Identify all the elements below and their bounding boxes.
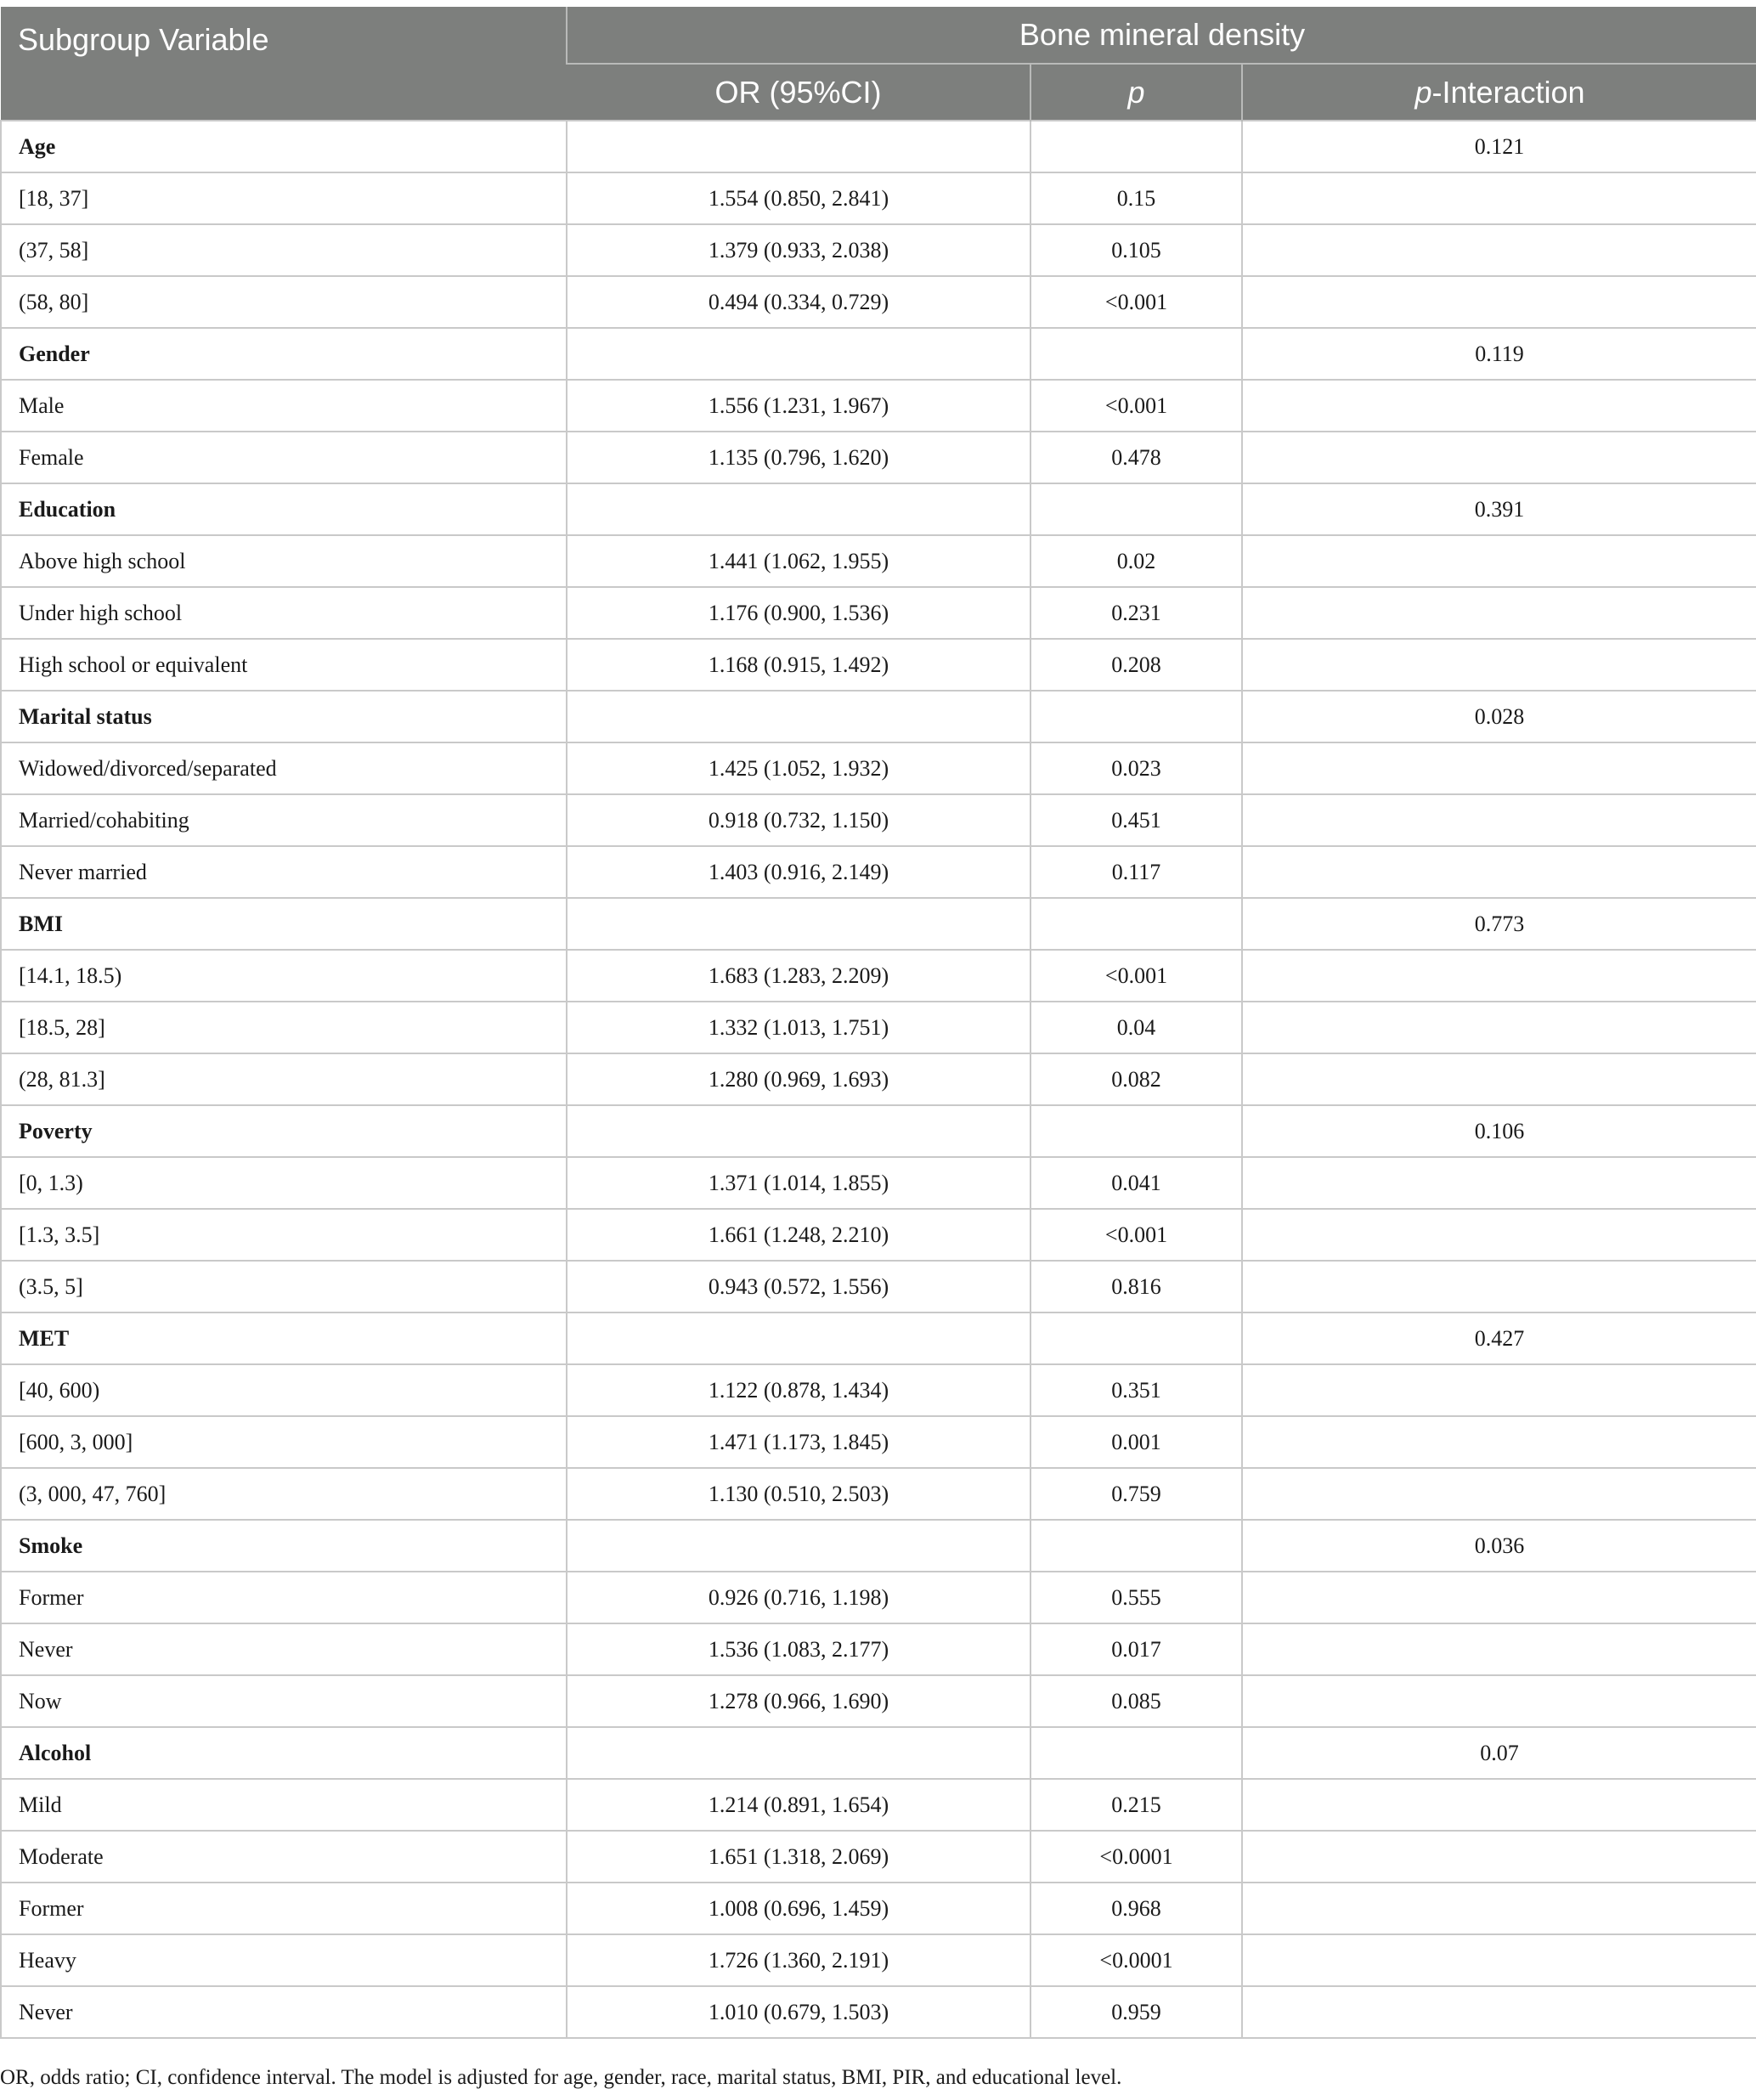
cell-subgroup: MET — [1, 1312, 567, 1364]
cell-p: 0.351 — [1030, 1364, 1242, 1416]
cell-subgroup: Under high school — [1, 587, 567, 639]
cell-or-ci: 0.943 (0.572, 1.556) — [567, 1261, 1030, 1312]
cell-p: 0.117 — [1030, 846, 1242, 898]
table-row — [1, 276, 1756, 328]
cell-p — [1030, 1312, 1242, 1364]
cell-or-ci: 1.122 (0.878, 1.434) — [567, 1364, 1030, 1416]
table-group-row — [1, 1520, 1756, 1572]
cell-subgroup: Former — [1, 1572, 567, 1623]
cell-subgroup: BMI — [1, 898, 567, 950]
cell-subgroup: Alcohol — [1, 1727, 567, 1779]
cell-p-interaction: 0.036 — [1242, 1520, 1756, 1572]
cell-or-ci: 1.135 (0.796, 1.620) — [567, 432, 1030, 483]
cell-p-interaction — [1242, 846, 1756, 898]
cell-p: 0.105 — [1030, 224, 1242, 276]
cell-p-interaction — [1242, 1934, 1756, 1986]
cell-or-ci: 1.683 (1.283, 2.209) — [567, 950, 1030, 1002]
cell-subgroup: Above high school — [1, 535, 567, 587]
cell-p: 0.15 — [1030, 172, 1242, 224]
cell-or-ci: 1.403 (0.916, 2.149) — [567, 846, 1030, 898]
cell-p-interaction: 0.773 — [1242, 898, 1756, 950]
cell-p-interaction: 0.106 — [1242, 1105, 1756, 1157]
cell-p-interaction — [1242, 1364, 1756, 1416]
cell-p-interaction: 0.391 — [1242, 483, 1756, 535]
table-row — [1, 1675, 1756, 1727]
cell-or-ci — [567, 1727, 1030, 1779]
cell-p: 0.023 — [1030, 742, 1242, 794]
table-row — [1, 432, 1756, 483]
table-row — [1, 224, 1756, 276]
cell-p: <0.0001 — [1030, 1831, 1242, 1883]
cell-subgroup: (28, 81.3] — [1, 1053, 567, 1105]
cell-subgroup: [600, 3, 000] — [1, 1416, 567, 1468]
table-group-row — [1, 1105, 1756, 1157]
cell-p: 0.02 — [1030, 535, 1242, 587]
cell-p: 0.017 — [1030, 1623, 1242, 1675]
table-row — [1, 1779, 1756, 1831]
cell-or-ci: 1.554 (0.850, 2.841) — [567, 172, 1030, 224]
cell-p: 0.968 — [1030, 1883, 1242, 1934]
table-row — [1, 172, 1756, 224]
table-row — [1, 587, 1756, 639]
cell-p-interaction — [1242, 1209, 1756, 1261]
cell-p — [1030, 1105, 1242, 1157]
cell-subgroup: Female — [1, 432, 567, 483]
cell-subgroup: (3, 000, 47, 760] — [1, 1468, 567, 1520]
table-row — [1, 1572, 1756, 1623]
table-group-row — [1, 1727, 1756, 1779]
table-group-row — [1, 328, 1756, 380]
cell-p-interaction — [1242, 1416, 1756, 1468]
cell-p-interaction — [1242, 587, 1756, 639]
cell-or-ci — [567, 1105, 1030, 1157]
cell-or-ci: 1.168 (0.915, 1.492) — [567, 639, 1030, 691]
cell-or-ci: 1.651 (1.318, 2.069) — [567, 1831, 1030, 1883]
header-p-interaction-suffix: -Interaction — [1431, 74, 1585, 110]
cell-or-ci: 1.008 (0.696, 1.459) — [567, 1883, 1030, 1934]
cell-or-ci: 1.536 (1.083, 2.177) — [567, 1623, 1030, 1675]
cell-subgroup: Heavy — [1, 1934, 567, 1986]
table-row — [1, 1002, 1756, 1053]
cell-or-ci: 1.010 (0.679, 1.503) — [567, 1986, 1030, 2038]
cell-or-ci: 1.726 (1.360, 2.191) — [567, 1934, 1030, 1986]
cell-p: 0.816 — [1030, 1261, 1242, 1312]
cell-p-interaction: 0.07 — [1242, 1727, 1756, 1779]
table-row — [1, 1468, 1756, 1520]
cell-subgroup: Never married — [1, 846, 567, 898]
cell-subgroup: [18.5, 28] — [1, 1002, 567, 1053]
table-group-row — [1, 691, 1756, 742]
cell-subgroup: Mild — [1, 1779, 567, 1831]
table-row — [1, 1157, 1756, 1209]
header-p — [1030, 64, 1242, 121]
cell-p: 0.04 — [1030, 1002, 1242, 1053]
table-row — [1, 1364, 1756, 1416]
cell-or-ci — [567, 121, 1030, 172]
cell-p: 0.041 — [1030, 1157, 1242, 1209]
cell-subgroup: Former — [1, 1883, 567, 1934]
cell-p-interaction — [1242, 1572, 1756, 1623]
table-header — [1, 7, 1756, 121]
cell-or-ci: 1.371 (1.014, 1.855) — [567, 1157, 1030, 1209]
cell-subgroup: Moderate — [1, 1831, 567, 1883]
cell-or-ci — [567, 483, 1030, 535]
cell-p: 0.759 — [1030, 1468, 1242, 1520]
cell-or-ci: 1.214 (0.891, 1.654) — [567, 1779, 1030, 1831]
cell-p-interaction — [1242, 1623, 1756, 1675]
cell-p: 0.215 — [1030, 1779, 1242, 1831]
table-row — [1, 1934, 1756, 1986]
cell-p-interaction — [1242, 1261, 1756, 1312]
cell-p-interaction — [1242, 380, 1756, 432]
table-group-row — [1, 121, 1756, 172]
cell-or-ci — [567, 1520, 1030, 1572]
header-bone-mineral-density: Bone mineral density — [567, 7, 1756, 64]
cell-subgroup: [18, 37] — [1, 172, 567, 224]
cell-subgroup: Age — [1, 121, 567, 172]
cell-p: 0.001 — [1030, 1416, 1242, 1468]
cell-p: 0.231 — [1030, 587, 1242, 639]
cell-or-ci: 1.278 (0.966, 1.690) — [567, 1675, 1030, 1727]
table-row — [1, 846, 1756, 898]
table-row — [1, 950, 1756, 1002]
cell-p-interaction — [1242, 224, 1756, 276]
cell-subgroup: [0, 1.3) — [1, 1157, 567, 1209]
cell-subgroup: Never — [1, 1623, 567, 1675]
subgroup-table — [0, 7, 1756, 2039]
cell-p: 0.085 — [1030, 1675, 1242, 1727]
cell-p-interaction: 0.427 — [1242, 1312, 1756, 1364]
cell-p-interaction — [1242, 1053, 1756, 1105]
cell-p-interaction — [1242, 1779, 1756, 1831]
cell-subgroup: Smoke — [1, 1520, 567, 1572]
cell-p: <0.001 — [1030, 1209, 1242, 1261]
cell-p: <0.001 — [1030, 950, 1242, 1002]
cell-p — [1030, 898, 1242, 950]
cell-p: <0.001 — [1030, 380, 1242, 432]
header-p-interaction — [1242, 64, 1756, 121]
cell-or-ci: 1.425 (1.052, 1.932) — [567, 742, 1030, 794]
header-p-interaction-italic: p — [1414, 74, 1432, 110]
cell-or-ci: 1.130 (0.510, 2.503) — [567, 1468, 1030, 1520]
cell-or-ci — [567, 1312, 1030, 1364]
table-group-row — [1, 1312, 1756, 1364]
cell-subgroup: [1.3, 3.5] — [1, 1209, 567, 1261]
table-body — [1, 121, 1756, 2038]
cell-p — [1030, 483, 1242, 535]
cell-or-ci: 1.379 (0.933, 2.038) — [567, 224, 1030, 276]
table-row — [1, 1831, 1756, 1883]
cell-p-interaction — [1242, 172, 1756, 224]
cell-or-ci — [567, 328, 1030, 380]
cell-subgroup: Widowed/divorced/separated — [1, 742, 567, 794]
table-group-row — [1, 898, 1756, 950]
cell-subgroup: Married/cohabiting — [1, 794, 567, 846]
cell-subgroup: High school or equivalent — [1, 639, 567, 691]
cell-p — [1030, 1520, 1242, 1572]
cell-p-interaction — [1242, 950, 1756, 1002]
cell-subgroup: [40, 600) — [1, 1364, 567, 1416]
cell-p-interaction — [1242, 1675, 1756, 1727]
cell-subgroup: Marital status — [1, 691, 567, 742]
cell-p-interaction — [1242, 1468, 1756, 1520]
table-row — [1, 535, 1756, 587]
cell-subgroup: (37, 58] — [1, 224, 567, 276]
cell-p-interaction: 0.028 — [1242, 691, 1756, 742]
cell-p: <0.0001 — [1030, 1934, 1242, 1986]
cell-p — [1030, 121, 1242, 172]
cell-or-ci — [567, 691, 1030, 742]
cell-subgroup: (3.5, 5] — [1, 1261, 567, 1312]
table-row — [1, 1883, 1756, 1934]
header-subgroup-variable: Subgroup Variable — [1, 7, 567, 121]
cell-p-interaction — [1242, 276, 1756, 328]
cell-or-ci: 1.176 (0.900, 1.536) — [567, 587, 1030, 639]
header-or-ci: OR (95%CI) — [567, 64, 1030, 121]
header-p-italic: p — [1127, 74, 1145, 110]
table-row — [1, 639, 1756, 691]
cell-or-ci: 1.661 (1.248, 2.210) — [567, 1209, 1030, 1261]
cell-p — [1030, 1727, 1242, 1779]
table-row — [1, 1209, 1756, 1261]
cell-p: 0.208 — [1030, 639, 1242, 691]
cell-subgroup: Now — [1, 1675, 567, 1727]
table-row — [1, 1053, 1756, 1105]
cell-p-interaction — [1242, 1157, 1756, 1209]
cell-p-interaction — [1242, 535, 1756, 587]
table-row — [1, 1986, 1756, 2038]
cell-p: 0.959 — [1030, 1986, 1242, 2038]
cell-p-interaction — [1242, 639, 1756, 691]
cell-p: <0.001 — [1030, 276, 1242, 328]
cell-or-ci: 1.471 (1.173, 1.845) — [567, 1416, 1030, 1468]
cell-p: 0.451 — [1030, 794, 1242, 846]
cell-p — [1030, 691, 1242, 742]
table-group-row — [1, 483, 1756, 535]
cell-subgroup: (58, 80] — [1, 276, 567, 328]
table-footnote: OR, odds ratio; CI, confidence interval. The model is adjusted for age, gender, race, marital status, BMI, PIR, and educational level. — [0, 2066, 1122, 2089]
table-row — [1, 794, 1756, 846]
cell-p — [1030, 328, 1242, 380]
cell-or-ci: 1.441 (1.062, 1.955) — [567, 535, 1030, 587]
cell-or-ci: 1.556 (1.231, 1.967) — [567, 380, 1030, 432]
cell-subgroup: Gender — [1, 328, 567, 380]
cell-p-interaction — [1242, 1986, 1756, 2038]
cell-or-ci: 1.332 (1.013, 1.751) — [567, 1002, 1030, 1053]
cell-p: 0.082 — [1030, 1053, 1242, 1105]
cell-p-interaction — [1242, 794, 1756, 846]
table-row — [1, 1416, 1756, 1468]
cell-or-ci: 0.926 (0.716, 1.198) — [567, 1572, 1030, 1623]
table-row — [1, 380, 1756, 432]
table-row — [1, 1261, 1756, 1312]
cell-p-interaction — [1242, 1002, 1756, 1053]
cell-subgroup: Education — [1, 483, 567, 535]
cell-p-interaction — [1242, 742, 1756, 794]
cell-p: 0.555 — [1030, 1572, 1242, 1623]
cell-subgroup: Poverty — [1, 1105, 567, 1157]
cell-or-ci: 1.280 (0.969, 1.693) — [567, 1053, 1030, 1105]
cell-p-interaction: 0.119 — [1242, 328, 1756, 380]
cell-subgroup: Male — [1, 380, 567, 432]
cell-or-ci — [567, 898, 1030, 950]
table-row — [1, 1623, 1756, 1675]
cell-or-ci: 0.918 (0.732, 1.150) — [567, 794, 1030, 846]
cell-p-interaction: 0.121 — [1242, 121, 1756, 172]
cell-subgroup: [14.1, 18.5) — [1, 950, 567, 1002]
cell-p-interaction — [1242, 1831, 1756, 1883]
cell-p-interaction — [1242, 1883, 1756, 1934]
cell-p-interaction — [1242, 432, 1756, 483]
cell-subgroup: Never — [1, 1986, 567, 2038]
table-row — [1, 742, 1756, 794]
cell-or-ci: 0.494 (0.334, 0.729) — [567, 276, 1030, 328]
cell-p: 0.478 — [1030, 432, 1242, 483]
